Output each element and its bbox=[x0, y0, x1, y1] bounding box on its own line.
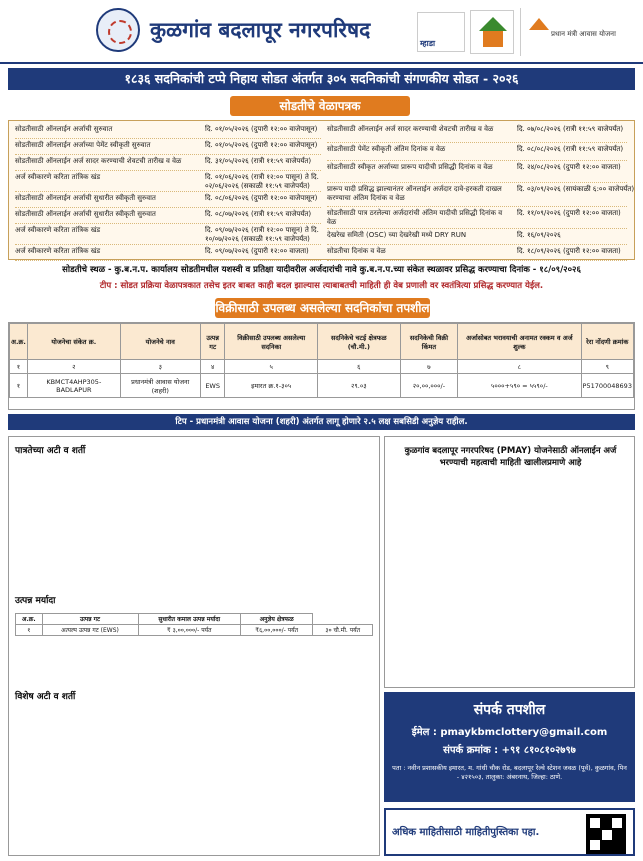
online-info-title: कुळगांव बदलापूर नगरपरिषद (PMAY) योजनेसाठी ऑनलाईन अर्ज भरण्याची महत्वाची माहिती खालीलप्रमाणे आहे bbox=[404, 446, 617, 468]
pmay-roof-icon bbox=[529, 18, 549, 30]
flats-cell: इमारत क्र.१-३०५ bbox=[225, 374, 318, 398]
subsidy-note: टिप - प्रधानमंत्री आवास योजना (शहरी) अंतर्गत लागू होणारे २.५ लक्ष सबसिडी अनुज्ञेय राहील. bbox=[8, 414, 635, 430]
schedule-event: सोडतीसाठी पात्र ठरलेल्या अर्जदारांची अंतिम यादीची प्रसिद्धी दिनांक व वेळ bbox=[327, 209, 503, 226]
flats-header-cell: उत्पन्न गट bbox=[200, 324, 225, 360]
flats-column-number: ९ bbox=[581, 360, 633, 374]
schedule-row-left bbox=[15, 210, 321, 224]
flats-cell: EWS bbox=[200, 374, 225, 398]
income-header-cell: अ.क्र. bbox=[16, 614, 43, 625]
schedule-event: सोडतीसाठी ऑनलाईन अर्ज सादर करण्याची शेवटची तारीख व वेळ bbox=[15, 157, 182, 165]
schedule-row-right bbox=[327, 209, 627, 229]
schedule-date: दि. ०८/०६/२०२६ (दुपारी १२:०० वाजेपासून) bbox=[205, 194, 318, 202]
schedule-date: दि. ३१/०५/२०२६ (रात्री ११:५९ वाजेपर्यंत) bbox=[205, 157, 312, 165]
flats-title: विक्रीसाठी उपलब्ध असलेल्या सदनिकांचा तपशील bbox=[215, 298, 430, 318]
income-header-cell: सुधारीत कमाल उत्पन्न मर्यादा bbox=[138, 614, 240, 625]
schedule-date: दि. १८/०९/२०२६ (दुपारी १२:०० वाजता) bbox=[517, 247, 621, 255]
schedule-date: दि. ०७/०८/२०२६ (रात्री ११:५९ वाजेपर्यंत) bbox=[517, 125, 624, 133]
schedule-row-left bbox=[15, 226, 321, 245]
council-logo-icon bbox=[96, 8, 140, 52]
schedule-event: सोडतीसाठी ऑनलाईन अर्जाच्या पेमेंट स्वीकृती सुरुवात bbox=[15, 141, 151, 149]
schedule-row-left bbox=[15, 141, 321, 155]
schedule-row-right bbox=[327, 231, 627, 245]
contact-phone[interactable]: संपर्क क्रमांक : +९१ ८१०८१०२७९७ bbox=[443, 745, 576, 756]
flats-column-number: २ bbox=[27, 360, 120, 374]
flats-header-cell: सदनिकेची विक्री किंमत bbox=[400, 324, 458, 360]
schedule-event: प्रारूप यादी प्रसिद्ध झाल्यानंतर ऑनलाईन अर्जदार दावे-हरकती दाखल करण्याचा अंतिम दिनांक व वेळ bbox=[327, 185, 502, 202]
schedule-row-right bbox=[327, 145, 627, 161]
flats-header-cell: रेरा नोंदणी क्रमांक bbox=[581, 324, 633, 360]
income-cell: ₹ ३,००,०००/- पर्यंत bbox=[138, 625, 240, 636]
income-header-row bbox=[16, 614, 373, 625]
special-terms-title: विशेष अटी व शर्ती bbox=[15, 692, 76, 702]
flats-column-number: ८ bbox=[458, 360, 581, 374]
schedule-event: सोडतीसाठी पेमेंट स्वीकृती अंतिम दिनांक व वेळ bbox=[327, 145, 446, 153]
schedule-event: अर्ज स्वीकारणे करिता तांत्रिक खंड bbox=[15, 173, 101, 181]
venue-line: सोडतीचे स्थळ - कु.ब.न.प. कार्यालय सोडतीमधील यशस्वी व प्रतिक्षा यादीवरील अर्जदारांची नावे कु.ब.न.प.च्या संकेत स्थळावर प्रसिद्ध करण्याचा दिनांक - १८/०९/२०२६ bbox=[62, 265, 581, 275]
flats-column-number: ६ bbox=[317, 360, 400, 374]
lottery-banner: १८३६ सदनिकांची टप्पे निहाय सोडत अंतर्गत ३०५ सदनिकांची संगणकीय सोडत - २०२६ bbox=[8, 68, 635, 90]
header bbox=[0, 0, 643, 64]
flats-number-row bbox=[10, 360, 634, 374]
schedule-row-left bbox=[15, 247, 321, 261]
flats-header-cell: योजनेचा संकेत क्र. bbox=[27, 324, 120, 360]
schedule-date: दि. ११/०९/२०२६ (दुपारी १२:०० वाजता) bbox=[517, 209, 621, 217]
contact-box bbox=[384, 692, 635, 802]
schedule-date: दि. ०१/०५/२०२६ (दुपारी १२:०० वाजेपासून) bbox=[205, 141, 318, 149]
schedule-event: अर्ज स्वीकारणे करिता तांत्रिक खंड bbox=[15, 247, 101, 255]
income-cell: १ bbox=[16, 625, 43, 636]
income-limit-title: उत्पन्न मर्यादा bbox=[15, 596, 56, 606]
schedule-note: टीप : सोडत प्रक्रिया वेळापत्रकात तसेच इतर बाबत काही बदल झाल्यास त्याबाबतची माहिती ही वेब प्रणाली वर स्वतंत्रित्या प्रसिद्ध करण्यात येईल. bbox=[99, 281, 544, 291]
housing-logo-icon bbox=[470, 10, 514, 54]
schedule-date: दि. ०८/०८/२०२६ (रात्री ११:५९ वाजेपर्यंत) bbox=[517, 145, 624, 153]
schedule-row-right bbox=[327, 247, 627, 261]
flats-cell: १ bbox=[10, 374, 28, 398]
schedule-date: दि. ०९/०७/२०२६ (रात्री १२:०० पासून) ते दि. १०/०७/२०२६ (सकाळी ११:५९ वाजेपर्यंत) bbox=[205, 226, 319, 243]
schedule-event: सोडतीसाठी ऑनलाईन अर्ज सादर करण्याची शेवटची तारीख व वेळ bbox=[327, 125, 494, 133]
pmay-logo bbox=[520, 8, 636, 56]
schedule-row-right bbox=[327, 185, 635, 207]
schedule-event: सोडतीसाठी ऑनलाईन अर्जाची सुरुवात bbox=[15, 125, 113, 133]
income-cell: अत्यल्प उत्पन्न गट (EWS) bbox=[42, 625, 138, 636]
flats-cell: ५०००+५९० = ५५९०/- bbox=[458, 374, 581, 398]
income-header-cell: उत्पन्न गट bbox=[42, 614, 138, 625]
flats-header-cell: योजनेचे नाव bbox=[120, 324, 200, 360]
schedule-row-right bbox=[327, 163, 627, 183]
contact-address: पता : नवीन प्रशासकीय इमारत, म. गांधी चौक रोड, बदलापूर रेल्वे स्टेशन जवळ (पूर्व), कुळगांव, पिन - ४२१५०३, तालुका: अंबरनाथ, जिल्हा: ठाणे. bbox=[392, 764, 627, 781]
schedule-date: दि. ०१/०६/२०२६ (रात्री १२:०० पासून) ते दि. ०२/०६/२०२६ (सकाळी ११:५९ वाजेपर्यंत) bbox=[205, 173, 319, 190]
eligibility-panel bbox=[8, 436, 380, 856]
booklet-text: अधिक माहितीसाठी माहितीपुस्तिका पहा. bbox=[392, 827, 540, 838]
mhada-logo-text: म्हाडा bbox=[420, 39, 436, 48]
booklet-box bbox=[384, 808, 635, 856]
flats-cell: KBMCT4AHP305-BADLAPUR bbox=[27, 374, 120, 398]
schedule-date: दि. ०९/०७/२०२६ (दुपारी १२:०० वाजता) bbox=[205, 247, 309, 255]
income-header-cell: अनुज्ञेय क्षेत्रफळ bbox=[240, 614, 312, 625]
schedule-date: दि. २४/०८/२०२६ (दुपारी १२:०० वाजता) bbox=[517, 163, 621, 171]
income-cell: ₹६,००,०००/- पर्यंत bbox=[240, 625, 312, 636]
flats-header-cell: सदनिकेचे चटई क्षेत्रफळ (चौ.मी.) bbox=[317, 324, 400, 360]
schedule-row-left bbox=[15, 157, 321, 171]
flats-cell: २०,००,०००/- bbox=[400, 374, 458, 398]
pmay-logo-text: प्रधान मंत्री आवास योजना bbox=[551, 30, 616, 38]
flats-header-row bbox=[10, 324, 634, 360]
flats-column-number: ३ bbox=[120, 360, 200, 374]
schedule-box bbox=[8, 120, 635, 260]
schedule-date: दि. ०८/०७/२०२६ (रात्री ११:५९ वाजेपर्यंत) bbox=[205, 210, 312, 218]
schedule-event: देखरेख समिती (OSC) च्या देखरेखी मध्ये DRY RUN bbox=[327, 231, 467, 239]
flats-table bbox=[8, 322, 635, 410]
right-column bbox=[384, 436, 635, 856]
schedule-row-right bbox=[327, 125, 627, 143]
flats-header-cell: विक्रीसाठी उपलब्ध असलेल्या सदनिका bbox=[225, 324, 318, 360]
online-info-panel bbox=[384, 436, 635, 688]
flats-column-number: ४ bbox=[200, 360, 225, 374]
contact-title: संपर्क तपशील bbox=[473, 702, 546, 718]
schedule-date: दि. ०१/०५/२०२६ (दुपारी १२:०० वाजेपासून) bbox=[205, 125, 318, 133]
flats-column-number: ५ bbox=[225, 360, 318, 374]
income-data-row bbox=[16, 625, 373, 636]
schedule-row-left bbox=[15, 173, 321, 192]
page-title: कुळगांव बदलापूर नगरपरिषद bbox=[150, 18, 371, 42]
schedule-event: सोडतीसाठी ऑनलाईन अर्जाची सुधारीत स्वीकृती सुरुवात bbox=[15, 194, 156, 202]
flats-cell: २९.०३ bbox=[317, 374, 400, 398]
schedule-event: सोडतीसाठी ऑनलाईन अर्जाची सुधारीत स्वीकृती सुरुवात bbox=[15, 210, 156, 218]
contact-email[interactable]: ईमेल : pmaykbmclottery@gmail.com bbox=[411, 727, 608, 738]
schedule-date: दि. १६/०९/२०२६ bbox=[517, 231, 561, 239]
qr-code-icon[interactable] bbox=[586, 814, 626, 854]
income-cell: ३० चौ.मी. पर्यंत bbox=[313, 625, 373, 636]
flats-column-number: ७ bbox=[400, 360, 458, 374]
income-table bbox=[15, 613, 373, 636]
flats-column-number: १ bbox=[10, 360, 28, 374]
schedule-event: सोडतीचा दिनांक व वेळ bbox=[327, 247, 386, 255]
mhada-logo-icon bbox=[417, 12, 465, 52]
flats-data-row bbox=[10, 374, 634, 398]
schedule-row-left bbox=[15, 194, 321, 208]
schedule-event: अर्ज स्वीकारणे करिता तांत्रिक खंड bbox=[15, 226, 101, 234]
schedule-row-left bbox=[15, 125, 321, 139]
flats-cell: प्रधानमंत्री आवास योजना (शहरी) bbox=[120, 374, 200, 398]
flats-header-cell: अर्जासोबत भरावयाची अनामत रक्कम व अर्ज शुल्क bbox=[458, 324, 581, 360]
schedule-event: सोडतीसाठी स्वीकृत अर्जाच्या प्रारूप यादीची प्रसिद्धी दिनांक व वेळ bbox=[327, 163, 493, 171]
flats-header-cell: अ.क्र. bbox=[10, 324, 28, 360]
eligibility-title: पात्रतेच्या अटी व शर्ती bbox=[15, 446, 86, 456]
flats-cell: P51700048693 bbox=[581, 374, 633, 398]
schedule-title: सोडतीचे वेळापत्रक bbox=[230, 96, 410, 116]
schedule-date: दि. ०३/०९/२०२६ (सायंकाळी ६:०० वाजेपर्यंत) bbox=[517, 185, 635, 193]
